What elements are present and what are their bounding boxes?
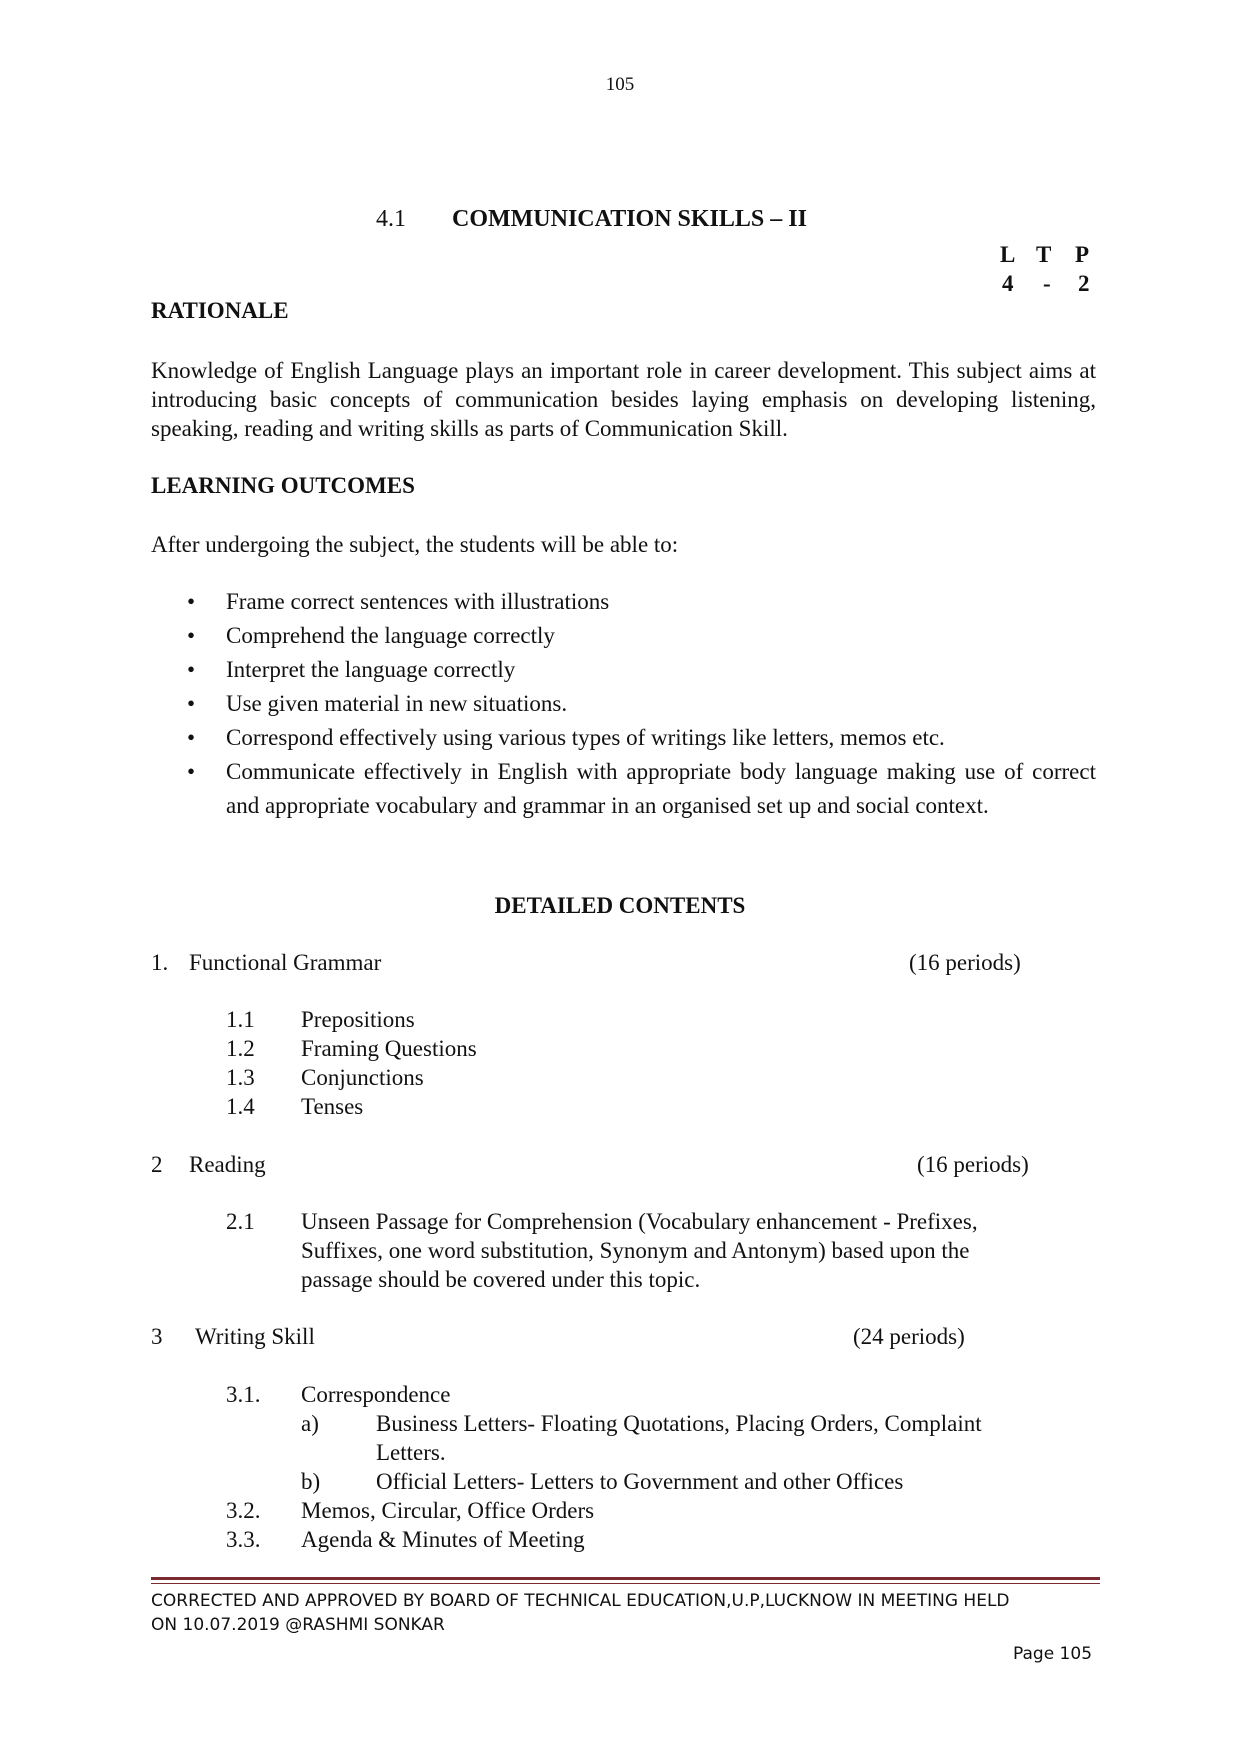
learning-outcomes-intro: After undergoing the subject, the students will be able to:: [151, 532, 679, 557]
item-b-line-1: Official Letters- Letters to Government and other Offices: [376, 1469, 904, 1494]
sub-3-2-text: Memos, Circular, Office Orders: [301, 1498, 595, 1523]
course-number: 4.1: [376, 206, 406, 232]
section-3-number: 3: [151, 1324, 163, 1349]
ltp-header-l: L: [1000, 242, 1016, 267]
list-item: • Communicate effectively in English with appropriate body language making use of correct and appropriate vocabulary and grammar in an organised set up and social context.: [151, 755, 1096, 822]
rationale-text: Knowledge of English Language plays an important role in career development. This subject aims at introducing basic concepts of communication besides laying emphasis on developing listening, speaking, reading and writing skills as parts of Communication Skill.: [151, 358, 1096, 441]
bullet-icon: •: [187, 589, 196, 614]
sub-1-3-number: 1.3: [226, 1065, 255, 1090]
footer-line-1: CORRECTED AND APPROVED BY BOARD OF TECHNICAL EDUCATION,U.P,LUCKNOW IN MEETING HELD: [151, 1591, 1010, 1611]
list-item: • Use given material in new situations.: [151, 687, 1096, 721]
ltp-header-p: P: [1075, 242, 1090, 267]
footer-divider-thin: [151, 1583, 1100, 1584]
sub-3-3-number: 3.3.: [226, 1527, 261, 1552]
learning-outcomes-list: [151, 585, 1096, 822]
item-a-line-1: Business Letters- Floating Quotations, Placing Orders, Complaint: [376, 1411, 982, 1436]
item-a-line-2: Letters.: [376, 1440, 446, 1465]
section-3-title: Writing Skill: [195, 1324, 315, 1349]
ltp-value-t: -: [1043, 271, 1051, 296]
ltp-value-p: 2: [1078, 271, 1090, 296]
item-a-label: a): [301, 1411, 319, 1436]
item-b-label: b): [301, 1469, 321, 1494]
list-item: • Frame correct sentences with illustrations: [151, 585, 1096, 619]
sub-1-2-text: Framing Questions: [301, 1036, 477, 1061]
bullet-icon: •: [187, 657, 196, 682]
rationale-heading: RATIONALE: [151, 298, 289, 323]
sub-1-3-text: Conjunctions: [301, 1065, 424, 1090]
sub-1-4-number: 1.4: [226, 1094, 255, 1119]
sub-1-1-number: 1.1: [226, 1007, 255, 1032]
bullet-icon: •: [187, 691, 196, 716]
sub-2-1-line-2: Suffixes, one word substitution, Synonym and Antonym) based upon the: [301, 1238, 970, 1263]
bullet-icon: •: [187, 725, 196, 750]
course-name: COMMUNICATION SKILLS – II: [452, 206, 807, 232]
list-item: • Comprehend the language correctly: [151, 619, 1096, 653]
section-2-number: 2: [151, 1152, 163, 1177]
sub-3-1-text: Correspondence: [301, 1382, 451, 1407]
section-1-periods: (16 periods): [909, 950, 1021, 975]
sub-2-1-line-1: Unseen Passage for Comprehension (Vocabulary enhancement - Prefixes,: [301, 1209, 978, 1234]
section-1-number: 1.: [151, 950, 169, 975]
section-1-title: Functional Grammar: [189, 950, 382, 975]
list-item: • Correspond effectively using various types of writings like letters, memos etc.: [151, 721, 1096, 755]
learning-outcomes-heading: LEARNING OUTCOMES: [151, 473, 415, 498]
sub-3-1-number: 3.1.: [226, 1382, 261, 1407]
section-3-periods: (24 periods): [853, 1324, 965, 1349]
bullet-icon: •: [187, 623, 196, 648]
sub-2-1-number: 2.1: [226, 1209, 255, 1234]
ltp-value-l: 4: [1002, 271, 1014, 296]
ltp-header-t: T: [1036, 242, 1052, 267]
sub-3-3-text: Agenda & Minutes of Meeting: [301, 1527, 585, 1552]
sub-2-1-line-3: passage should be covered under this topic.: [301, 1267, 701, 1292]
detailed-contents-heading: DETAILED CONTENTS: [494, 893, 746, 918]
footer-divider: [151, 1577, 1100, 1580]
sub-3-2-number: 3.2.: [226, 1498, 261, 1523]
bullet-icon: •: [187, 759, 196, 784]
footer-page-label: Page 105: [1013, 1644, 1093, 1664]
section-2-title: Reading: [189, 1152, 266, 1177]
sub-1-4-text: Tenses: [301, 1094, 364, 1119]
list-item: • Interpret the language correctly: [151, 653, 1096, 687]
sub-1-2-number: 1.2: [226, 1036, 255, 1061]
footer-line-2: ON 10.07.2019 @RASHMI SONKAR: [151, 1615, 445, 1635]
sub-1-1-text: Prepositions: [301, 1007, 415, 1032]
section-2-periods: (16 periods): [917, 1152, 1029, 1177]
page-number-top: 105: [605, 74, 635, 95]
